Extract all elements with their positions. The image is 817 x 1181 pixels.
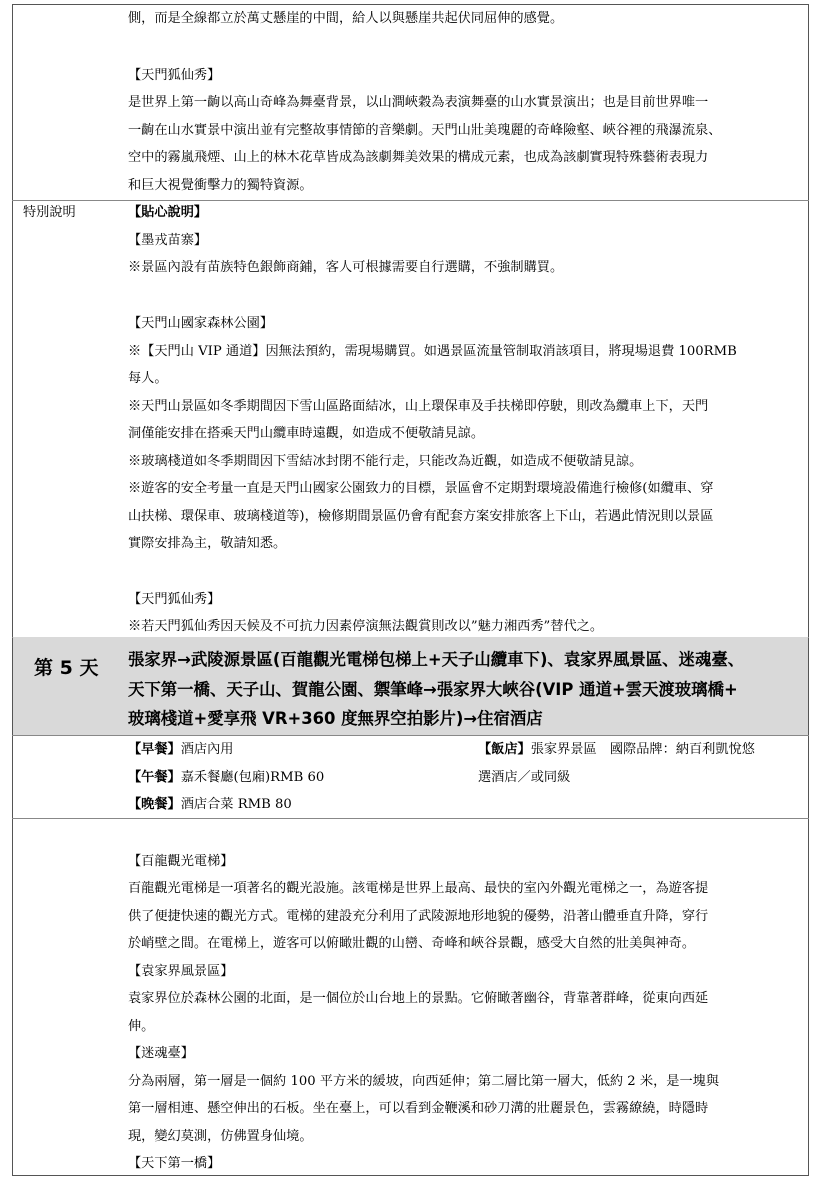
- breakfast-label: 【早餐】: [128, 742, 181, 757]
- bridge-title: 【天下第一橋】: [128, 1156, 221, 1171]
- park-note-line: ※天門山景區如冬季期間因下雪山區路面結冰，山上環保車及手扶梯即停駛，則改為纜車上下，天門: [128, 399, 709, 414]
- mihun-line: 分為兩層，第一層是一個約 100 平方米的緩坡，向西延伸；第二層比第一層大，低約 2 米，是一塊與: [128, 1074, 720, 1089]
- lunch-row: [128, 768, 324, 788]
- dinner-value: 酒店合菜 RMB 80: [180, 797, 292, 812]
- fox-show-title: 【天門狐仙秀】: [128, 592, 221, 607]
- fox-show-note: ※若天門狐仙秀因天候及不可抗力因素停演無法觀賞則改以”魅力湘西秀”替代之。: [128, 619, 604, 634]
- show-description-line: 一齣在山水實景中演出並有完整故事情節的音樂劇。天門山壯美瑰麗的奇峰險壑、峽谷裡的飛瀑流泉、: [128, 123, 722, 138]
- mihun-line: 現，變幻莫測，仿佛置身仙境。: [128, 1129, 313, 1144]
- park-title: 【天門山國家森林公園】: [128, 316, 274, 331]
- park-note-line: 實際安排為主，敬請知悉。: [128, 536, 287, 551]
- park-note-line: 山扶梯、環保車、玻璃棧道等)，檢修期間景區仍會有配套方案安排旅客上下山，若遇此情況則以景區: [128, 509, 714, 524]
- tips-title: 【貼心說明】: [128, 205, 208, 220]
- dinner-label: 【晚餐】: [128, 797, 181, 812]
- day-number: 第 5 天: [34, 657, 99, 679]
- special-notes-label: 特別說明: [23, 205, 76, 220]
- yuanjiajie-line: 袁家界位於森林公園的北面，是一個位於山台地上的景點。它俯瞰著幽谷，背靠著群峰，從東向西延: [128, 991, 709, 1006]
- elevator-line: 供了便捷快速的觀光方式。電梯的建設充分利用了武陵源地形地貌的優勢，沿著山體垂直升降，穿行: [128, 909, 709, 924]
- mihun-title: 【迷魂臺】: [128, 1046, 194, 1061]
- park-note-line: 洞僅能安排在搭乘天門山纜車時遠觀，如造成不便敬請見諒。: [128, 426, 485, 441]
- row-divider: [12, 200, 809, 201]
- park-note-line: ※【天門山 VIP 通道】因無法預約，需現場購買。如遇景區流量管制取消該項目，將現場退費 100RMB: [128, 344, 737, 359]
- park-note-line: 每人。: [128, 371, 168, 386]
- miao-village-title: 【墨戎苗寨】: [128, 233, 208, 248]
- row-divider: [12, 818, 809, 819]
- hotel-value: 張家界景區 國際品牌：納百利凱悅悠: [530, 742, 755, 757]
- route-line: 玻璃棧道+愛享飛 VR+360 度無界空拍影片)→住宿酒店: [128, 709, 543, 728]
- show-title: 【天門狐仙秀】: [128, 68, 221, 83]
- show-description-line: 和巨大視覺衝擊力的獨特資源。: [128, 178, 313, 193]
- breakfast-row: [128, 740, 234, 760]
- miao-village-note: ※景區內設有苗族特色銀飾商鋪，客人可根據需要自行選購，不強制購買。: [128, 260, 564, 275]
- yuanjiajie-line: 伸。: [128, 1019, 155, 1034]
- yuanjiajie-title: 【袁家界風景區】: [128, 964, 234, 979]
- show-description-line: 空中的霧嵐飛煙、山上的林木花草皆成為該劇舞美效果的構成元素，也成為該劇實現特殊藝術表現力: [128, 150, 709, 165]
- dinner-row: [128, 795, 292, 815]
- elevator-line: 於峭壁之間。在電梯上，遊客可以俯瞰壯觀的山巒、奇峰和峽谷景觀，感受大自然的壯美與神奇。: [128, 936, 696, 951]
- route-line: 天下第一橋、天子山、賀龍公園、禦筆峰→張家界大峽谷(VIP 通道+雲天渡玻璃橋+: [128, 680, 738, 699]
- hotel-value-cont: 選酒店／或同級: [478, 770, 571, 785]
- row-divider: [12, 735, 809, 736]
- lunch-label: 【午餐】: [128, 770, 181, 785]
- elevator-title: 【百龍觀光電梯】: [128, 854, 234, 869]
- hotel-row: [478, 740, 755, 760]
- hotel-label: 【飯店】: [478, 742, 531, 757]
- park-note-line: ※遊客的安全考量一直是天門山國家公園致力的目標，景區會不定期對環境設備進行檢修(如纜車、穿: [128, 481, 714, 496]
- mihun-line: 第一層相連、懸空伸出的石板。坐在臺上，可以看到金鞭溪和砂刀溝的壯麗景色，雲霧繚繞，時隱時: [128, 1101, 709, 1116]
- elevator-line: 百龍觀光電梯是一項著名的觀光設施。該電梯是世界上最高、最快的室內外觀光電梯之一，為遊客提: [128, 881, 709, 896]
- park-note-line: ※玻璃棧道如冬季期間因下雪結冰封閉不能行走，只能改為近觀，如造成不便敬請見諒。: [128, 454, 643, 469]
- breakfast-value: 酒店內用: [180, 742, 234, 757]
- lunch-value: 嘉禾餐廳(包廂)RMB 60: [180, 770, 325, 785]
- show-description-line: 是世界上第一齣以高山奇峰為舞臺背景，以山澗峽穀為表演舞臺的山水實景演出；也是目前世界唯一: [128, 95, 709, 110]
- route-line: 張家界→武陵源景區(百龍觀光電梯包梯上+天子山纜車下)、袁家界風景區、迷魂臺、: [128, 650, 745, 669]
- intro-continuation: 側，而是全線都立於萬丈懸崖的中間，給人以與懸崖共起伏同屈伸的感覺。: [128, 11, 564, 26]
